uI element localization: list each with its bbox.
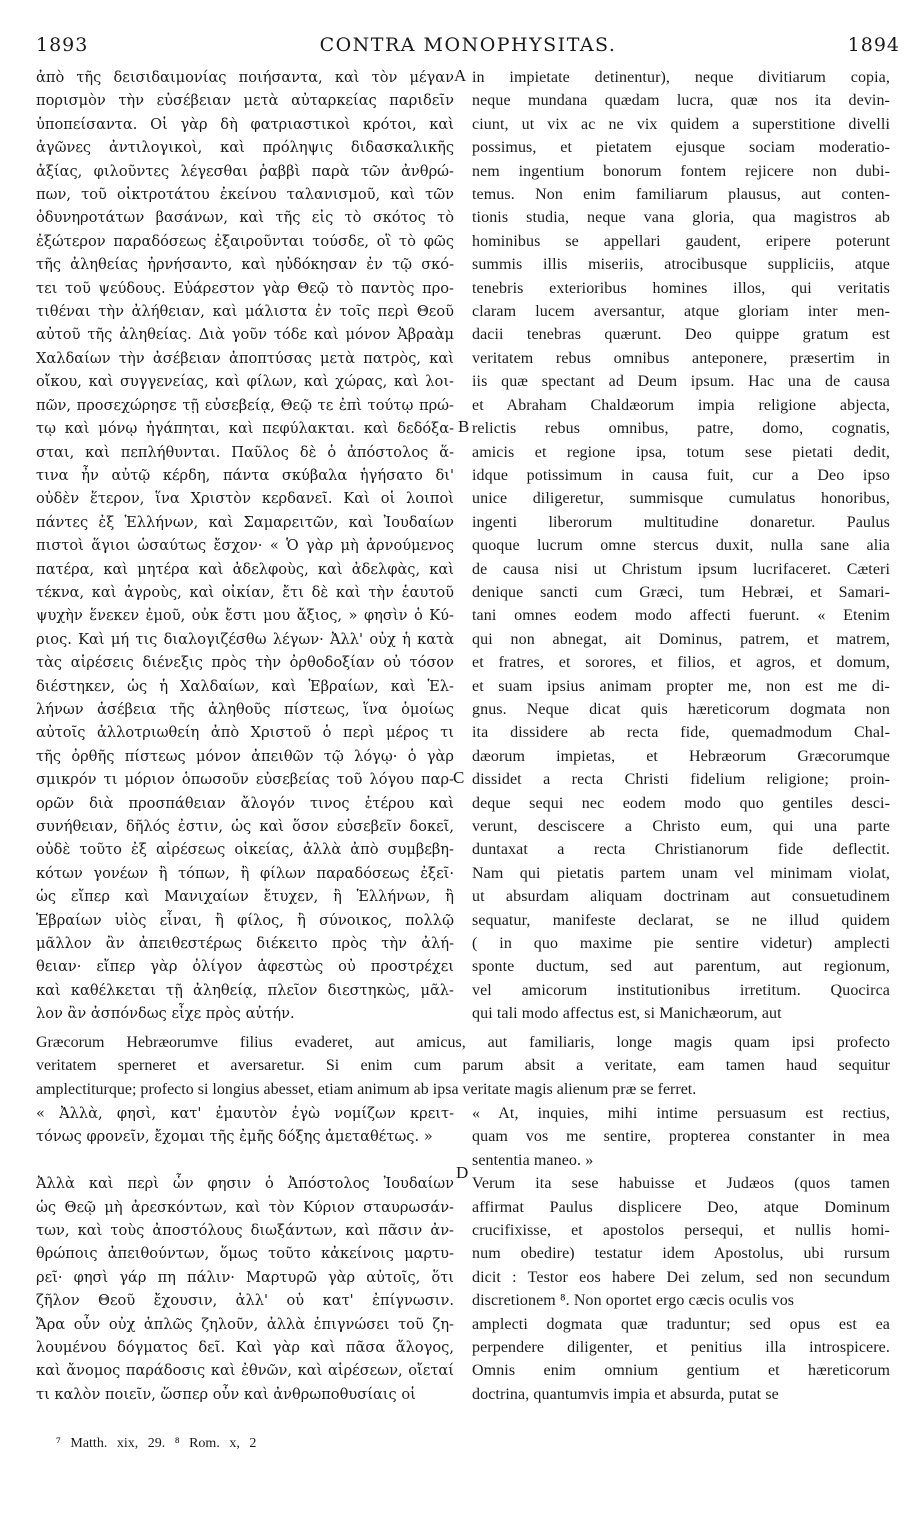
latin-text-line: de causa nisi ut Christum ipsum lucrifaceret. Cæteri	[472, 560, 890, 578]
latin-text-line: temus. Non enim familiarum plausus, aut conten-	[472, 186, 890, 204]
latin-text-line: possimus, et pietatem ejusque sociam moderatio-	[472, 139, 890, 157]
greek-text-line: πατέρα, καὶ μητέρα καὶ ἀδελφοὺς, καὶ ἀδελφὰς, καὶ	[36, 560, 454, 578]
latin-text-line: denique sancti cum Græci, tum Hebræi, et Samari-	[472, 583, 890, 601]
greek-text-line: καὶ καθέλκεται τῇ ἀληθείᾳ, πλεῖον διεστηκὼς, μᾶλ-	[36, 981, 454, 999]
latin-text-line: in impietate detinentur), neque divitiarum copia,	[472, 69, 890, 86]
latin-text-line: idque potissimum in causa fuit, cur a Deo ipso	[472, 466, 890, 484]
latin-column-top	[472, 66, 890, 1026]
latin-text-line: iis quæ spectant ad Deum ipsum. Hac una de causa	[472, 373, 890, 391]
latin-text-line: neque mundana quædam lucra, quæ nos ita devin-	[472, 92, 890, 110]
latin-text-line: sponte ductum, sed aut parentum, aut regionum,	[472, 958, 890, 976]
full-width-text-line: veritatem sperneret et aversaretur. Si enim cum parum absit a veritate, eam tamen haud sequitur	[36, 1057, 890, 1075]
greek-text-line: τέκνα, καὶ ἀγροὺς, καὶ οἰκίαν, ἔτι δὲ καὶ τὴν ἑαυτοῦ	[36, 583, 454, 601]
page-number-right: 1894	[847, 34, 900, 56]
greek-text-line	[36, 1149, 454, 1172]
greek-text-line: τὰς αἱρέσεις διένεξις πρὸς τὴν ὀρθοδοξίαν οὐ τόσον	[36, 654, 454, 672]
latin-text-line: Verum ita sese habuisse et Judæos (quos tamen	[472, 1175, 890, 1193]
greek-text-line: θειαν· εἴπερ γὰρ ὀλίγον ἀφεστὼς οὐ προστρέχει	[36, 958, 454, 976]
full-width-text-line: amplectiturque; profecto si longius abesset, etiam animum ab ipsa veritate magis alienum præ se ferret.	[36, 1080, 697, 1098]
greek-text-line: τῆς ἀληθείας ἠρνήσαντο, καὶ ηὐδόκησαν ἐν τῷ σκό-	[36, 256, 454, 274]
greek-text-line: σμικρόν τι μόριον ὁπωσοῦν εὐσεβείας τοῦ λόγου παρ-	[36, 771, 454, 789]
greek-text-line: καὶ ἄνομος παράδοσις καὶ ἐθνῶν, καὶ αἱρέσεων, οἴεταί	[36, 1362, 454, 1380]
greek-text-line: τινα ἦν αὐτῷ κέρδη, πάντα σκύβαλα ἡγήσατο δι'	[36, 466, 454, 484]
greek-text-line: πορισμὸν τὴν εὐσέβειαν μετὰ αὐταρκείας παριδεῖν	[36, 92, 454, 110]
latin-text-line: dacii tenebras quærunt. Deo quippe gratum est	[472, 326, 890, 344]
greek-text-line: οἴκου, καὶ συγγενείας, καὶ φίλων, καὶ χώρας, καὶ λοι-	[36, 373, 454, 391]
greek-text-line: τόνως φρονεῖν, ἔχομαι τῆς ἐμῆς δόξης ἀμεταθέτως. »	[36, 1128, 433, 1146]
greek-text-line: ριος. Καὶ μή τις διαλογιζέσθω λέγων· Ἀλλ' οὐχ ἡ κατὰ	[36, 630, 454, 648]
greek-text-line: τῳ καὶ μόνῳ ἠγάπηται, καὶ πεφύλακται. καὶ δεδόξα-	[36, 420, 454, 438]
greek-text-line: Χαλδαίων τὴν ἀσέβειαν ἀποπτύσας μετὰ πατρὸς, καὶ	[36, 349, 454, 367]
latin-text-line: verunt, desciscere a Christo eum, qui una parte	[472, 818, 890, 835]
latin-text-line: nem ingentium bonorum fontem rejicere non dubi-	[472, 162, 890, 180]
latin-text-line: tenebris exterioribus homines illos, qui veritatis	[472, 279, 890, 297]
greek-text-line: ὑποπείσαντα. Οἱ γὰρ δὴ φατριαστικοὶ κρότοι, καὶ	[36, 115, 454, 133]
latin-text-line: unice diligeretur, summisque cumulatus honoribus,	[472, 490, 890, 508]
latin-text-line: ingenti liberorum multitudine donaretur. Paulus	[472, 513, 890, 531]
greek-text-line: πῶν, προσεχώρησε τῇ εὐσεβείᾳ, Θεῷ τε ἐπὶ τούτῳ πρώ-	[36, 396, 454, 414]
latin-text-line: tionis studia, neque vana gloria, qua magistros ab	[472, 209, 890, 227]
latin-text-line: amicis et regione ipsa, totum sese pietati dedit,	[472, 443, 890, 461]
greek-text-line: ὡς εἴπερ καὶ Μανιχαίων ἔτυχεν, ἢ Ἑλλήνων, ἢ	[36, 888, 454, 906]
greek-text-line: σται, καὶ πεπλήθυνται. Παῦλος δὲ ὁ ἀπόστολος ἅ-	[36, 443, 454, 461]
greek-text-line: λουμένου δόγματος δεῖ. Καὶ γὰρ καὶ πᾶσα ἄλογος,	[36, 1339, 454, 1357]
greek-text-line: ὀδυνηροτάτων βασάνων, καὶ τῆς εἰς τὸ σκότος τὸ	[36, 209, 454, 227]
greek-text-line: πάντες ἐξ Ἑλλήνων, καὶ Σαμαρειτῶν, καὶ Ἰουδαίων	[36, 513, 454, 531]
latin-text-line: crucifixisse, et apostolos persequi, et nullis homi-	[472, 1222, 890, 1240]
greek-text-line: τιθέναι τὴν ἀλήθειαν, καὶ μάλιστα ἐν τοῖς περὶ Θεοῦ	[36, 303, 454, 321]
latin-text-line: sequatur, manifeste declarat, se ne illud quidem	[472, 911, 890, 929]
latin-text-line: ( in quo maxime pie sentire videtur) amplecti	[472, 935, 890, 953]
greek-text-line: ἀξίας, φιλοῦντες λέγεσθαι ῥαββὶ παρὰ τῶν ἀνθρώ-	[36, 162, 454, 180]
greek-text-line: αὐτοῖς ἀλλοτριωθείη ἀπὸ Χριστοῦ ὁ περὶ μέρος τι	[36, 724, 454, 742]
latin-text-line: vel amicorum institutionibus irretitum. Quocirca	[472, 981, 890, 999]
greek-column-bottom	[36, 1102, 454, 1406]
greek-text-line: πιστοὶ ἅγιοι ὡσαύτως ἔσχον· « Ὁ γὰρ μὴ ἀρνούμενος	[36, 537, 454, 555]
greek-text-line: τει τοῦ ψεύδους. Εὐάρεστον γὰρ Θεῷ τὸ παντὸς προ-	[36, 279, 454, 297]
greek-text-line: ρεῖ· φησὶ γάρ πη πάλιν· Μαρτυρῶ γὰρ αὐτοῖς, ὅτι	[36, 1268, 454, 1286]
latin-text-line: claram lucem aversantur, atque gloriam inter men-	[472, 303, 890, 321]
latin-text-line: quoque lucrum omne stercus duxit, nulla sane alia	[472, 537, 890, 555]
latin-text-line: affirmat Paulus displicere Deo, atque Dominum	[472, 1198, 890, 1216]
footnotes: ⁷ Matth. xix, 29. ⁸ Rom. x, 2	[56, 1436, 257, 1451]
latin-text-line: Omnis enim omnium gentium et hæreticorum	[472, 1362, 890, 1380]
greek-text-line: ἀπὸ τῆς δεισιδαιμονίας ποιήσαντα, καὶ τὸν μέγαν	[36, 69, 454, 86]
latin-column-bottom	[472, 1102, 890, 1406]
latin-text-line: duntaxat a recta Christianorum fide deflectit.	[472, 841, 890, 859]
running-title: CONTRA MONOPHYSITAS.	[319, 34, 617, 56]
page-number-left: 1893	[36, 34, 89, 56]
greek-text-line: οὐδὲν ἕτερον, ἵνα Χριστὸν κερδανεῖ. Καὶ οἱ λοιποὶ	[36, 490, 454, 508]
latin-text-line: amplecti dogmata quæ traduntur; sed opus est ea	[472, 1315, 890, 1333]
full-width-latin-paragraph	[36, 1031, 890, 1101]
greek-text-line: οὐδὲ τοῦτο ἐξ αἱρέσεως οἰκείας, ἀλλὰ ἀπὸ συμβεβη-	[36, 841, 454, 859]
greek-text-line: κότων γονέων ἢ τόπων, ἢ φίλων παραδόσεως ἐξεῖ·	[36, 864, 454, 882]
latin-text-line: dicit : Testor eos habere Dei zelum, sed non secundum	[472, 1268, 890, 1286]
greek-text-line: διέστηκεν, ὡς ἡ Χαλδαίων, καὶ Ἑβραίων, καὶ Ἑλ-	[36, 677, 454, 695]
latin-text-line: tani omnes eodem modo affecti fuerunt. « Etenim	[472, 607, 890, 625]
latin-text-line: gnus. Neque dicat quis hæreticorum dogmata non	[472, 700, 890, 718]
latin-text-line: perpendere diligenter, et penitius illa introspicere.	[472, 1339, 890, 1357]
latin-text-line: relictis rebus omnibus, patre, domo, cognatis,	[472, 420, 890, 438]
latin-text-line: qui non abnegat, ait Dominus, patrem, et matrem,	[472, 630, 890, 648]
latin-text-line: hominibus se appellari gaudent, eripere poterunt	[472, 232, 890, 250]
latin-text-line: veritatem rebus omnibus anteponere, præsertim in	[472, 349, 890, 367]
greek-text-line: ἀγῶνες ἀντιλογικοὶ, καὶ πρόληψις διδασκαλικῆς	[36, 139, 454, 157]
latin-text-line: doctrina, quantumvis impia et absurda, putat se	[472, 1385, 779, 1403]
latin-text-line: ut absurdam aliquam doctrinam aut consuetudinem	[472, 888, 890, 906]
greek-text-line: λήνων ἀσέβεια τῆς ἀληθοῦς πίστεως, ἵνα ὁμοίως	[36, 700, 454, 718]
latin-text-line: num obedire) testatur idem Apostolus, ubi rursum	[472, 1245, 890, 1263]
greek-text-line: πων, τοῦ οἰκτροτάτου ἐκείνου ταλανισμοῦ, καὶ τῶν	[36, 186, 454, 204]
greek-text-line: θρώποις ἀπειθούντων, ὅμως τοῦτο κἀκείνοις μαρτυ-	[36, 1245, 454, 1263]
latin-text-line: « At, inquies, mihi intime persuasum est rectius,	[472, 1105, 890, 1122]
greek-text-line: ζῆλον Θεοῦ ἔχουσιν, ἀλλ' οὐ κατ' ἐπίγνωσιν.	[36, 1292, 454, 1310]
running-header	[36, 34, 900, 64]
greek-text-line: μᾶλλον ἂν ἀπειθεστέρως διέκειτο πρὸς τὴν ἀλή-	[36, 935, 454, 953]
margin-marker-b: B	[458, 417, 470, 436]
latin-text-line: discretionem ⁸. Non oportet ergo cæcis oculis vos	[472, 1292, 795, 1310]
greek-text-line: τῆς ὀρθῆς πίστεως μόνον ἀπειθῶν τῷ λόγῳ· ὁ γὰρ	[36, 747, 454, 765]
greek-text-line: αὐτοῦ τῆς ἀληθείας. Διὰ γοῦν τόδε καὶ μόνον Ἀβραὰμ	[36, 326, 454, 344]
latin-text-line: qui tali modo affectus est, si Manichæorum, aut	[472, 1005, 782, 1023]
greek-text-line: ἐξώτερον παραδόσεως ἐξαιροῦνται τούσδε, οἳ τὸ φῶς	[36, 232, 454, 250]
greek-text-line: Ἀλλὰ καὶ περὶ ὧν φησιν ὁ Ἀπόστολος Ἰουδαίων	[36, 1175, 454, 1193]
greek-text-line: συνήθειαν, δῆλός ἐστιν, ὡς καὶ ὅσον εὐσεβεῖν δοκεῖ,	[36, 818, 454, 835]
greek-text-line: λον ἂν ἀσπόνδως εἶχε πρὸς αὐτήν.	[36, 1005, 295, 1023]
latin-text-line: Nam qui pietatis partem unam vel minimam violat,	[472, 864, 890, 882]
greek-text-line: ὡς Θεῷ μὴ ἀρεσκόντων, καὶ τὸν Κύριον σταυρωσάν-	[36, 1198, 454, 1216]
latin-text-line: ita dissidere ab recta fide, quemadmodum Chal-	[472, 724, 890, 742]
latin-text-line: dissidet a recta Christi fidelium religione; proin-	[472, 771, 890, 789]
greek-column-top	[36, 66, 454, 1026]
greek-text-line: ψυχὴν ἕνεκεν ἐμοῦ, οὐκ ἔστι μου ἄξιος, » φησὶν ὁ Κύ-	[36, 607, 454, 625]
greek-text-line: των, καὶ τοὺς ἀποστόλους διωξάντων, καὶ πᾶσιν ἀν-	[36, 1222, 454, 1240]
greek-text-line: Ἑβραίων υἱὸς εἶναι, ἢ φίλος, ἢ σύνοικος, πολλῷ	[36, 911, 454, 929]
latin-text-line: et suam ipsius animam propter me, non est me di-	[472, 677, 890, 695]
margin-marker-c: C	[453, 768, 465, 787]
latin-text-line: ciunt, ut vix ac ne vix quidem a superstitione divelli	[472, 115, 890, 133]
margin-marker-d: D	[456, 1163, 469, 1182]
greek-text-line: τι καλὸν ποιεῖν, ὥσπερ οὖν καὶ ἀνθρωποθυσίαις οἱ	[36, 1385, 416, 1403]
full-width-text-line: Græcorum Hebræorumve filius evaderet, aut amicus, aut familiaris, longe magis quam ipsi profecto	[36, 1034, 890, 1051]
greek-text-line: ορῶν διὰ προσπάθειαν ἄλογόν τινος ἑτέρου καὶ	[36, 794, 454, 812]
latin-text-line: summis illis miseriis, atrocibusque suppliciis, atque	[472, 256, 890, 274]
margin-marker-a: A	[454, 66, 467, 85]
latin-text-line: dæorum impietas, et Hebræorum Græcorumque	[472, 747, 890, 765]
latin-text-line: quam vos me sentire, propterea constanter in mea	[472, 1128, 890, 1146]
latin-text-line: sententia maneo. »	[472, 1151, 594, 1169]
latin-text-line: deque sequi nec eodem modo quo gentiles desci-	[472, 794, 890, 812]
greek-text-line: « Ἀλλὰ, φησὶ, κατ' ἐμαυτὸν ἐγὼ νομίζων κρειτ-	[36, 1105, 454, 1122]
latin-text-line: et Abraham Chaldæorum impia religione abjecta,	[472, 396, 890, 414]
greek-text-line: Ἄρα οὖν οὐχ ἁπλῶς ζηλοῦν, ἀλλὰ ἐπιγνώσει τοῦ ζη-	[36, 1315, 454, 1333]
latin-text-line: et fratres, et sorores, et filios, et agros, et domum,	[472, 654, 890, 672]
